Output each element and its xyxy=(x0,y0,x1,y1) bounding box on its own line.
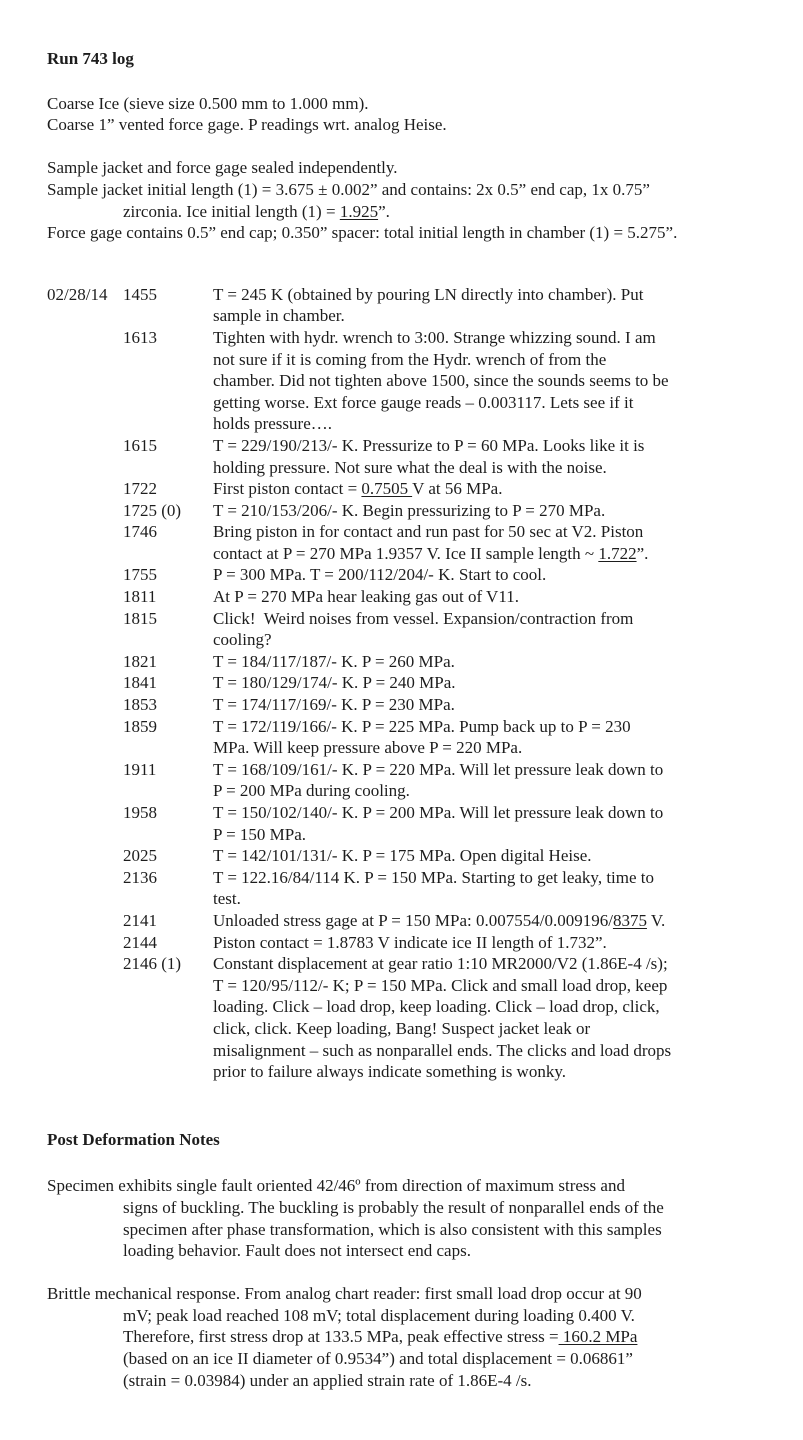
log-entry-text xyxy=(213,435,765,478)
log-entry-date xyxy=(47,845,123,867)
text-line: T = 142/101/131/- K. P = 175 MPa. Open digital Heise. xyxy=(213,846,592,866)
paragraph xyxy=(47,93,765,136)
log-entry-date xyxy=(47,500,123,522)
log-entry-time: 2144 xyxy=(123,932,157,952)
log-entry-row xyxy=(47,759,765,802)
text-line: not sure if it is coming from the Hydr. wrench of from the xyxy=(213,349,607,369)
text-line: prior to failure always indicate something is wonky. xyxy=(213,1062,566,1082)
log-entry-text xyxy=(213,716,765,759)
log-entry-text xyxy=(213,867,765,910)
log-entry-date xyxy=(47,910,123,932)
page-title: Run 743 log xyxy=(47,49,134,68)
log-entry-date xyxy=(47,716,123,759)
underlined-value: 8375 xyxy=(612,910,647,930)
text-line: T = 174/117/169/- K. P = 230 MPa. xyxy=(213,695,455,715)
text-line: Constant displacement at gear ratio 1:10 MR2000/V2 (1.86E-4 /s); xyxy=(213,954,668,974)
text-line: Sample jacket initial length (1) = 3.675 ± 0.002” and contains: 2x 0.5” end cap, 1x 0.75” xyxy=(47,179,650,199)
log-entry-time: 1815 xyxy=(123,608,157,628)
text-line: P = 300 MPa. T = 200/112/204/- K. Start to cool. xyxy=(213,565,547,585)
text-line: Specimen exhibits single fault oriented 42/46º from direction of maximum stress and xyxy=(47,1176,625,1196)
text-line: Tighten with hydr. wrench to 3:00. Strange whizzing sound. I am xyxy=(213,327,656,347)
text-line: mV; peak load reached 108 mV; total displacement during loading 0.400 V. xyxy=(123,1305,635,1325)
text-line: contact at P = 270 MPa 1.9357 V. Ice II sample length ~ 1.722”. xyxy=(213,543,649,563)
log-entry-row xyxy=(47,802,765,845)
log-entry-date xyxy=(47,327,123,435)
text-line: Sample jacket and force gage sealed independently. xyxy=(47,158,398,178)
text-line: loading. Click – load drop, keep loading. Click – load drop, click, xyxy=(213,997,660,1017)
log-entry-text xyxy=(213,932,765,954)
log-entry-row xyxy=(47,564,765,586)
post-notes-heading: Post Deformation Notes xyxy=(47,1129,220,1149)
text-line: Coarse 1” vented force gage. P readings wrt. analog Heise. xyxy=(47,115,447,135)
text-line: (strain = 0.03984) under an applied strain rate of 1.86E-4 /s. xyxy=(123,1370,532,1390)
log-entry-row xyxy=(47,910,765,932)
log-entry-time: 1755 xyxy=(123,565,157,585)
log-entry-time: 1911 xyxy=(123,759,157,779)
log-entry-time: 1725 (0) xyxy=(123,500,182,520)
log-entry-time: 1615 xyxy=(123,435,157,455)
log-entry-row xyxy=(47,500,765,522)
text-line: T = 210/153/206/- K. Begin pressurizing to P = 270 MPa. xyxy=(213,500,606,520)
paragraph xyxy=(47,1175,765,1261)
text-line: T = 184/117/187/- K. P = 260 MPa. xyxy=(213,651,455,671)
log-entry-date xyxy=(47,586,123,608)
text-line: T = 122.16/84/114 K. P = 150 MPa. Starting to get leaky, time to xyxy=(213,867,655,887)
text-line: Coarse Ice (sieve size 0.500 mm to 1.000 mm). xyxy=(47,93,369,113)
text-line: sample in chamber. xyxy=(213,306,345,326)
log-entry-date xyxy=(47,564,123,586)
log-entry-text xyxy=(213,586,765,608)
log-section xyxy=(47,284,765,1083)
log-entry-row xyxy=(47,716,765,759)
paragraph xyxy=(47,157,765,243)
log-entry-text xyxy=(213,694,765,716)
log-entry-date xyxy=(47,694,123,716)
underlined-value: 1.722 xyxy=(598,543,637,563)
text-line: Unloaded stress gage at P = 150 MPa: 0.007554/0.009196/8375 V. xyxy=(213,910,666,930)
text-line: chamber. Did not tighten above 1500, since the sounds seems to be xyxy=(213,371,669,391)
log-entry-time: 1841 xyxy=(123,673,157,693)
intro-section xyxy=(47,93,765,244)
log-entry-time: 1613 xyxy=(123,327,157,347)
log-entry-time: 1821 xyxy=(123,651,157,671)
text-line: getting worse. Ext force gauge reads – 0.003117. Lets see if it xyxy=(213,392,634,412)
log-entry-text xyxy=(213,802,765,845)
log-entry-row xyxy=(47,651,765,673)
log-entry-row xyxy=(47,845,765,867)
log-entry-time: 1958 xyxy=(123,803,157,822)
log-entry-time: 2025 xyxy=(123,846,157,866)
text-line: misalignment – such as nonparallel ends. The clicks and load drops xyxy=(213,1040,672,1060)
log-entry-date xyxy=(47,521,123,564)
log-entry-row xyxy=(47,867,765,910)
text-line: T = 168/109/161/- K. P = 220 MPa. Will let pressure leak down to xyxy=(213,759,664,779)
text-line: zirconia. Ice initial length (1) = 1.925”. xyxy=(123,201,390,221)
text-line: T = 245 K (obtained by pouring LN directly into chamber). Put xyxy=(213,284,644,304)
text-line: test. xyxy=(213,889,241,909)
log-entry-row xyxy=(47,478,765,500)
log-entry-date xyxy=(47,953,123,1083)
text-line: cooling? xyxy=(213,630,272,650)
log-entry-text xyxy=(213,327,765,435)
log-entry-text xyxy=(213,564,765,586)
text-line: At P = 270 MPa hear leaking gas out of V11. xyxy=(213,587,519,607)
text-line: First piston contact = 0.7505 V at 56 MPa. xyxy=(213,479,503,499)
text-line: signs of buckling. The buckling is probably the result of nonparallel ends of the xyxy=(123,1197,664,1217)
log-entry-time: 2141 xyxy=(123,910,157,930)
text-line: T = 172/119/166/- K. P = 225 MPa. Pump back up to P = 230 xyxy=(213,716,631,736)
log-entry-row xyxy=(47,435,765,478)
underlined-value: 160.2 MPa xyxy=(558,1327,638,1347)
log-entry-date xyxy=(47,435,123,478)
log-entry-time: 1746 xyxy=(123,522,157,542)
text-line: loading behavior. Fault does not intersect end caps. xyxy=(123,1241,471,1261)
log-entry-time: 1853 xyxy=(123,695,157,715)
log-entry-time: 2146 (1) xyxy=(123,954,182,974)
text-line: MPa. Will keep pressure above P = 220 MPa. xyxy=(213,738,523,758)
log-entry-date xyxy=(47,608,123,651)
paragraph xyxy=(47,1283,765,1391)
text-line: P = 200 MPa during cooling. xyxy=(213,781,410,801)
log-entry-row xyxy=(47,586,765,608)
log-entry-row xyxy=(47,327,765,435)
log-entry-text xyxy=(213,910,765,932)
log-entry-text xyxy=(213,672,765,694)
log-entry-row xyxy=(47,694,765,716)
text-line: Therefore, first stress drop at 133.5 MPa, peak effective stress = 160.2 MPa xyxy=(123,1327,638,1347)
log-entry-text xyxy=(213,608,765,651)
underlined-value: 0.7505 xyxy=(361,479,413,499)
text-line: holds pressure…. xyxy=(213,414,332,434)
text-line: T = 229/190/213/- K. Pressurize to P = 60 MPa. Looks like it is xyxy=(213,435,645,455)
log-entry-text xyxy=(213,284,765,327)
log-entry-text xyxy=(213,845,765,867)
log-entry-date xyxy=(47,932,123,954)
text-line: Piston contact = 1.8783 V indicate ice II length of 1.732”. xyxy=(213,932,607,952)
log-entry-date: 02/28/14 xyxy=(47,284,108,304)
text-line: T = 120/95/112/- K; P = 150 MPa. Click and small load drop, keep xyxy=(213,975,668,995)
log-entry-date xyxy=(47,672,123,694)
text-line: Bring piston in for contact and run past for 50 sec at V2. Piston xyxy=(213,522,644,542)
log-entry-text xyxy=(213,759,765,802)
log-entry-text xyxy=(213,478,765,500)
text-line: T = 180/129/174/- K. P = 240 MPa. xyxy=(213,673,456,693)
log-entry-time: 1859 xyxy=(123,716,157,736)
text-line: holding pressure. Not sure what the deal is with the noise. xyxy=(213,457,607,477)
log-entry-row xyxy=(47,953,765,1083)
text-line: Brittle mechanical response. From analog chart reader: first small load drop occur at 90 xyxy=(47,1284,642,1304)
log-entry-time: 1811 xyxy=(123,587,157,607)
log-entry-text xyxy=(213,500,765,522)
text-line: T = 150/102/140/- K. P = 200 MPa. Will let pressure leak down to xyxy=(213,803,664,822)
log-entry-date xyxy=(47,802,123,845)
text-line: (based on an ice II diameter of 0.9534”) and total displacement = 0.06861” xyxy=(123,1349,633,1369)
underlined-value: 1.925 xyxy=(339,201,379,221)
log-entry-text xyxy=(213,521,765,564)
text-line: Click! Weird noises from vessel. Expansion/contraction from xyxy=(213,608,634,628)
log-entry-date xyxy=(47,759,123,802)
log-entry-row xyxy=(47,672,765,694)
log-entry-time: 1722 xyxy=(123,479,157,499)
text-line: Force gage contains 0.5” end cap; 0.350” spacer: total initial length in chamber (1) = 5.275”. xyxy=(47,223,678,243)
log-entry-row xyxy=(47,521,765,564)
log-entry-text xyxy=(213,651,765,673)
log-entry-row xyxy=(47,608,765,651)
text-line: specimen after phase transformation, which is also consistent with this samples xyxy=(123,1219,662,1239)
post-notes-section xyxy=(47,1175,765,1391)
text-line: click, click. Keep loading, Bang! Suspect jacket leak or xyxy=(213,1018,591,1038)
log-entry-time: 2136 xyxy=(123,867,157,887)
log-entry-date xyxy=(47,478,123,500)
log-entry-row xyxy=(47,932,765,954)
log-entry-row xyxy=(47,284,765,327)
log-entry-time: 1455 xyxy=(123,284,157,304)
text-line: P = 150 MPa. xyxy=(213,824,307,844)
log-entry-text xyxy=(213,953,765,1083)
log-entry-date xyxy=(47,867,123,910)
log-entry-date xyxy=(47,651,123,673)
